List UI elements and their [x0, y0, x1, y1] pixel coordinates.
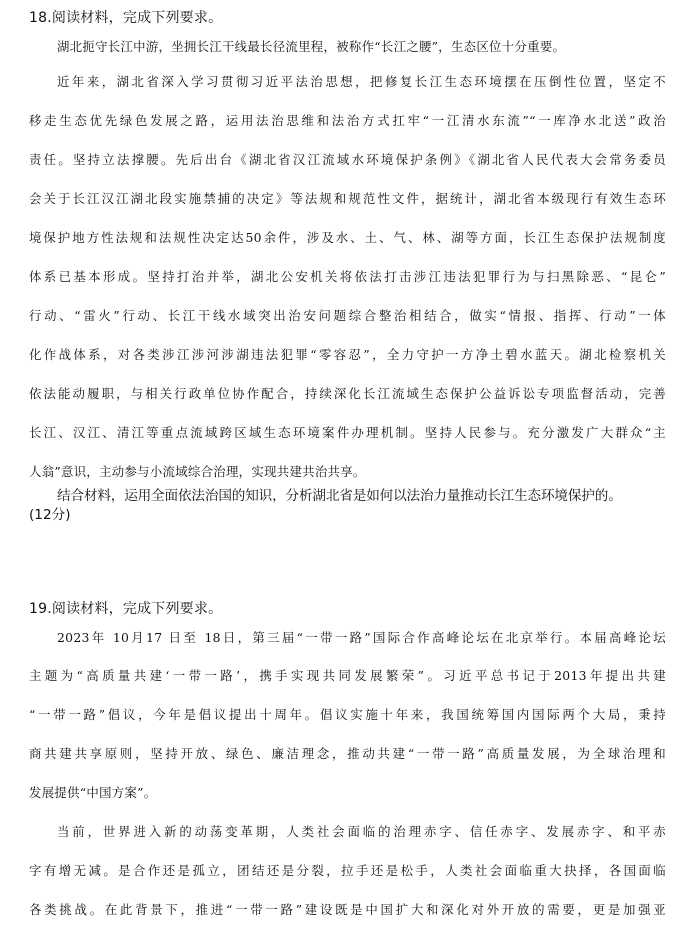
q19-paragraph-1-line: 主题为“高质量共建‘一带一路’，携手实现共同发展繁荣”。习近平总书记于2013年提出共建: [29, 668, 666, 683]
q18-paragraph-2-line: 化作战体系，对各类涉江涉河涉湖违法犯罪“零容忍”，全力守护一方净土碧水蓝天。湖北检察机关: [29, 347, 666, 362]
q18-task-score: (12分): [29, 507, 71, 523]
q19-paragraph-2-line: 字有增无减。是合作还是孤立，团结还是分裂，拉手还是松手，人类社会面临重大抉择，各国面临: [29, 863, 666, 878]
q18-paragraph-2-line: 近年来，湖北省深入学习贯彻习近平法治思想，把修复长江生态环境摆在压倒性位置，坚定不: [57, 74, 666, 89]
q19-paragraph-2-line: 当前，世界进入新的动荡变革期，人类社会面临的治理赤字、信任赤字、发展赤字、和平赤: [57, 824, 666, 839]
q18-paragraph-2-line: 移走生态优先绿色发展之路，运用法治思维和法治方式扛牢“一江清水东流”“一库净水北送”政治: [29, 113, 666, 128]
q19-paragraph-1-line: 2023年 10月17 日至 18日，第三届“一带一路”国际合作高峰论坛在北京举行。本届高峰论坛: [57, 630, 666, 645]
question-18-title: 18.阅读材料，完成下列要求。: [29, 10, 223, 26]
q19-paragraph-1-line: 商共建共享原则，坚持开放、绿色、廉洁理念，推动共建“一带一路”高质量发展，为全球治理和: [29, 746, 666, 761]
q18-paragraph-2-line: 人翁”意识，主动参与小流域综合治理，实现共建共治共享。: [29, 464, 366, 479]
q18-paragraph-2-line: 责任。坚持立法撑腰。先后出台《湖北省汉江流域水环境保护条例》《湖北省人民代表大会常务委员: [29, 152, 666, 167]
q18-paragraph-2-line: 体系已基本形成。坚持打治并举，湖北公安机关将依法打击涉江违法犯罪行为与扫黑除恶、“昆仑”: [29, 269, 666, 284]
q18-paragraph-2-line: 依法能动履职，与相关行政单位协作配合，持续深化长江流域生态保护公益诉讼专项监督活动，完善: [29, 386, 666, 401]
q18-task-prompt: 结合材料，运用全面依法治国的知识，分析湖北省是如何以法治力量推动长江生态环境保护的。: [57, 488, 622, 504]
q19-paragraph-1-line: 发展提供“中国方案”。: [29, 785, 157, 800]
q18-paragraph-2-line: 境保护地方性法规和法规性决定达50余件，涉及水、土、气、林、湖等方面，长江生态保护法规制度: [29, 230, 666, 245]
q18-paragraph-2-line: 会关于长江汉江湖北段实施禁捕的决定》等法规和规范性文件，据统计，湖北省本级现行有效生态环: [29, 191, 666, 206]
q18-paragraph-2-line: 长江、汉江、清江等重点流域跨区域生态环境案件办理机制。坚持人民参与。充分激发广大群众“主: [29, 425, 666, 440]
q19-paragraph-1-line: “一带一路”倡议，今年是倡议提出十周年。倡议实施十年来，我国统筹国内国际两个大局，秉持: [29, 707, 666, 722]
q18-paragraph-1-line: 湖北扼守长江中游，坐拥长江干线最长径流里程，被称作“长江之腰”，生态区位十分重要。: [57, 39, 566, 54]
q19-paragraph-2-line: 各类挑战。在此背景下，推进“一带一路”建设既是中国扩大和深化对外开放的需要，更是加强亚: [29, 902, 666, 917]
q18-paragraph-2-line: 行动、“雷火”行动、长江干线水域突出治安问题综合整治相结合，做实“情报、指挥、行动”一体: [29, 308, 666, 323]
question-19-title: 19.阅读材料，完成下列要求。: [29, 601, 223, 617]
